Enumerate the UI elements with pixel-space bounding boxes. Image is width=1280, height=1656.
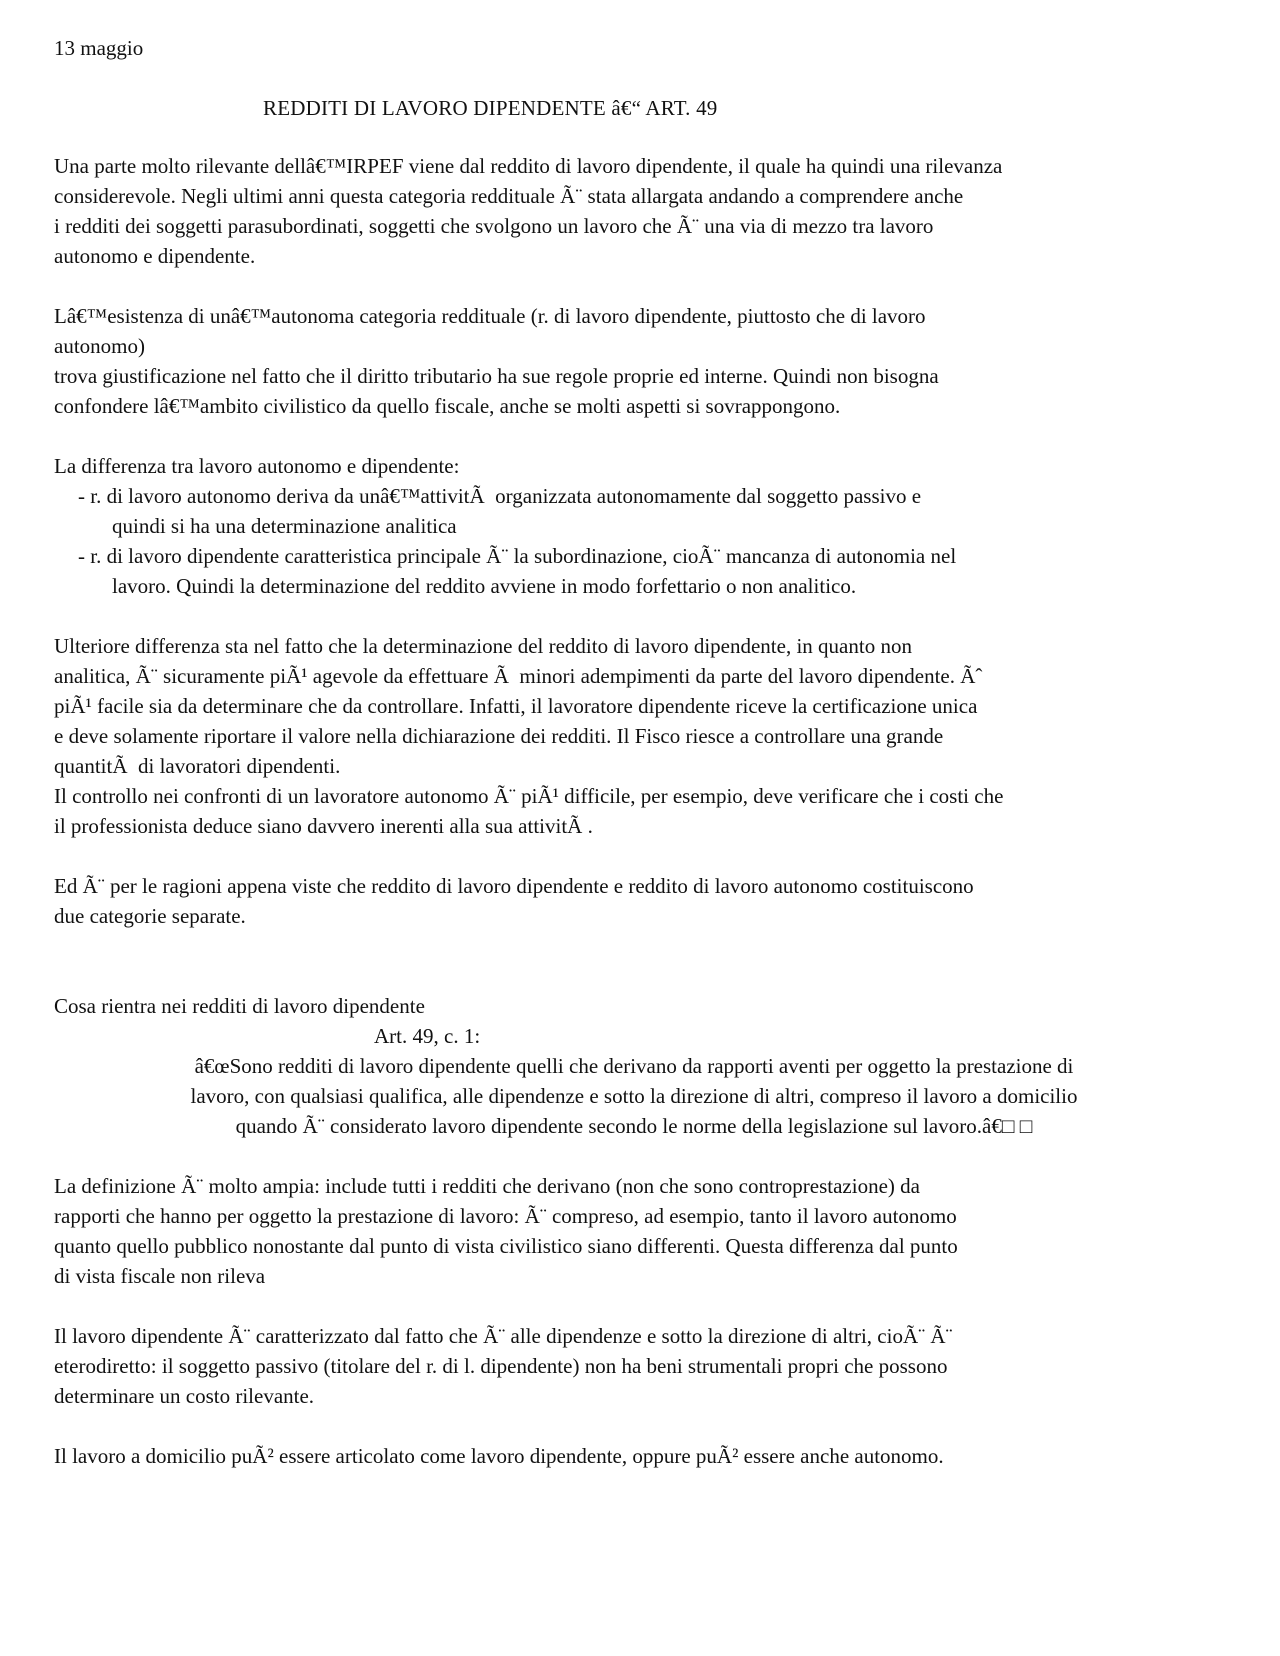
paragraph-line: Il controllo nei confronti di un lavoratore autonomo Ã¨ piÃ¹ difficile, per esempio, deve verificare che i costi che bbox=[54, 784, 1004, 808]
list-item-continuation: lavoro. Quindi la determinazione del reddito avviene in modo forfettario o non analitico. bbox=[112, 574, 857, 598]
paragraph-line: quantitÃ di lavoratori dipendenti. bbox=[54, 754, 341, 778]
quote-line: lavoro, con qualsiasi qualifica, alle dipendenze e sotto la direzione di altri, compreso il lavoro a domicilio bbox=[190, 1084, 1078, 1108]
quote-line: quando Ã¨ considerato lavoro dipendente secondo le norme della legislazione sul lavoro.â€□ □ bbox=[235, 1114, 1033, 1138]
paragraph-line: analitica, Ã¨ sicuramente piÃ¹ agevole da effettuare Ã minori adempimenti da parte del lavoro dipendente. Ãˆ bbox=[54, 664, 983, 688]
paragraph-line: il professionista deduce siano davvero inerenti alla sua attivitÃ . bbox=[54, 814, 593, 838]
list-item-continuation: quindi si ha una determinazione analitica bbox=[112, 514, 457, 538]
paragraph-line: autonomo e dipendente. bbox=[54, 244, 256, 268]
section-heading: Cosa rientra nei redditi di lavoro dipendente bbox=[54, 994, 425, 1018]
quote-line: â€œSono redditi di lavoro dipendente quelli che derivano da rapporti aventi per oggetto la prestazione di bbox=[194, 1054, 1074, 1078]
document-date: 13 maggio bbox=[54, 36, 144, 60]
article-reference: Art. 49, c. 1: bbox=[374, 1024, 481, 1048]
paragraph-line: Lâ€™esistenza di unâ€™autonoma categoria reddituale (r. di lavoro dipendente, piuttosto che di lavoro bbox=[54, 304, 926, 328]
paragraph-line: rapporti che hanno per oggetto la prestazione di lavoro: Ã¨ compreso, ad esempio, tanto il lavoro autonomo bbox=[54, 1204, 957, 1228]
paragraph-line: autonomo) bbox=[54, 334, 145, 358]
paragraph-line: determinare un costo rilevante. bbox=[54, 1384, 315, 1408]
paragraph-line: due categorie separate. bbox=[54, 904, 246, 928]
paragraph-line: La definizione Ã¨ molto ampia: include tutti i redditi che derivano (non che sono controprestazione) da bbox=[54, 1174, 920, 1198]
paragraph-line: Una parte molto rilevante dellâ€™IRPEF viene dal reddito di lavoro dipendente, il quale ha quindi una rilevanza bbox=[54, 154, 1003, 178]
paragraph-line: i redditi dei soggetti parasubordinati, soggetti che svolgono un lavoro che Ã¨ una via di mezzo tra lavoro bbox=[54, 214, 934, 238]
paragraph-line: eterodiretto: il soggetto passivo (titolare del r. di l. dipendente) non ha beni strumentali propri che possono bbox=[54, 1354, 948, 1378]
paragraph-line: e deve solamente riportare il valore nella dichiarazione dei redditi. Il Fisco riesce a controllare una grande bbox=[54, 724, 944, 748]
document-title: REDDITI DI LAVORO DIPENDENTE â€“ ART. 49 bbox=[263, 96, 718, 120]
paragraph-line: considerevole. Negli ultimi anni questa categoria reddituale Ã¨ stata allargata andando a comprendere anche bbox=[54, 184, 964, 208]
paragraph-line: Ulteriore differenza sta nel fatto che la determinazione del reddito di lavoro dipendente, in quanto non bbox=[54, 634, 912, 658]
paragraph-line: di vista fiscale non rileva bbox=[54, 1264, 266, 1288]
paragraph-line: Il lavoro a domicilio puÃ² essere articolato come lavoro dipendente, oppure puÃ² essere anche autonomo. bbox=[54, 1444, 944, 1468]
paragraph-line: confondere lâ€™ambito civilistico da quello fiscale, anche se molti aspetti si sovrappongono. bbox=[54, 394, 841, 418]
paragraph-line: trova giustificazione nel fatto che il diritto tributario ha sue regole proprie ed interne. Quindi non bisogna bbox=[54, 364, 939, 388]
list-item: - r. di lavoro dipendente caratteristica principale Ã¨ la subordinazione, cioÃ¨ mancanza di autonomia nel bbox=[78, 544, 957, 568]
list-intro: La differenza tra lavoro autonomo e dipendente: bbox=[54, 454, 460, 478]
paragraph-line: piÃ¹ facile sia da determinare che da controllare. Infatti, il lavoratore dipendente riceve la certificazione unica bbox=[54, 694, 978, 718]
paragraph-line: Il lavoro dipendente Ã¨ caratterizzato dal fatto che Ã¨ alle dipendenze e sotto la direzione di altri, cioÃ¨ Ã¨ bbox=[54, 1324, 953, 1348]
paragraph-line: quanto quello pubblico nonostante dal punto di vista civilistico siano differenti. Questa differenza dal punto bbox=[54, 1234, 958, 1258]
list-item: - r. di lavoro autonomo deriva da unâ€™attivitÃ organizzata autonomamente dal soggetto passivo e bbox=[78, 484, 922, 508]
paragraph-line: Ed Ã¨ per le ragioni appena viste che reddito di lavoro dipendente e reddito di lavoro autonomo costituiscono bbox=[54, 874, 974, 898]
